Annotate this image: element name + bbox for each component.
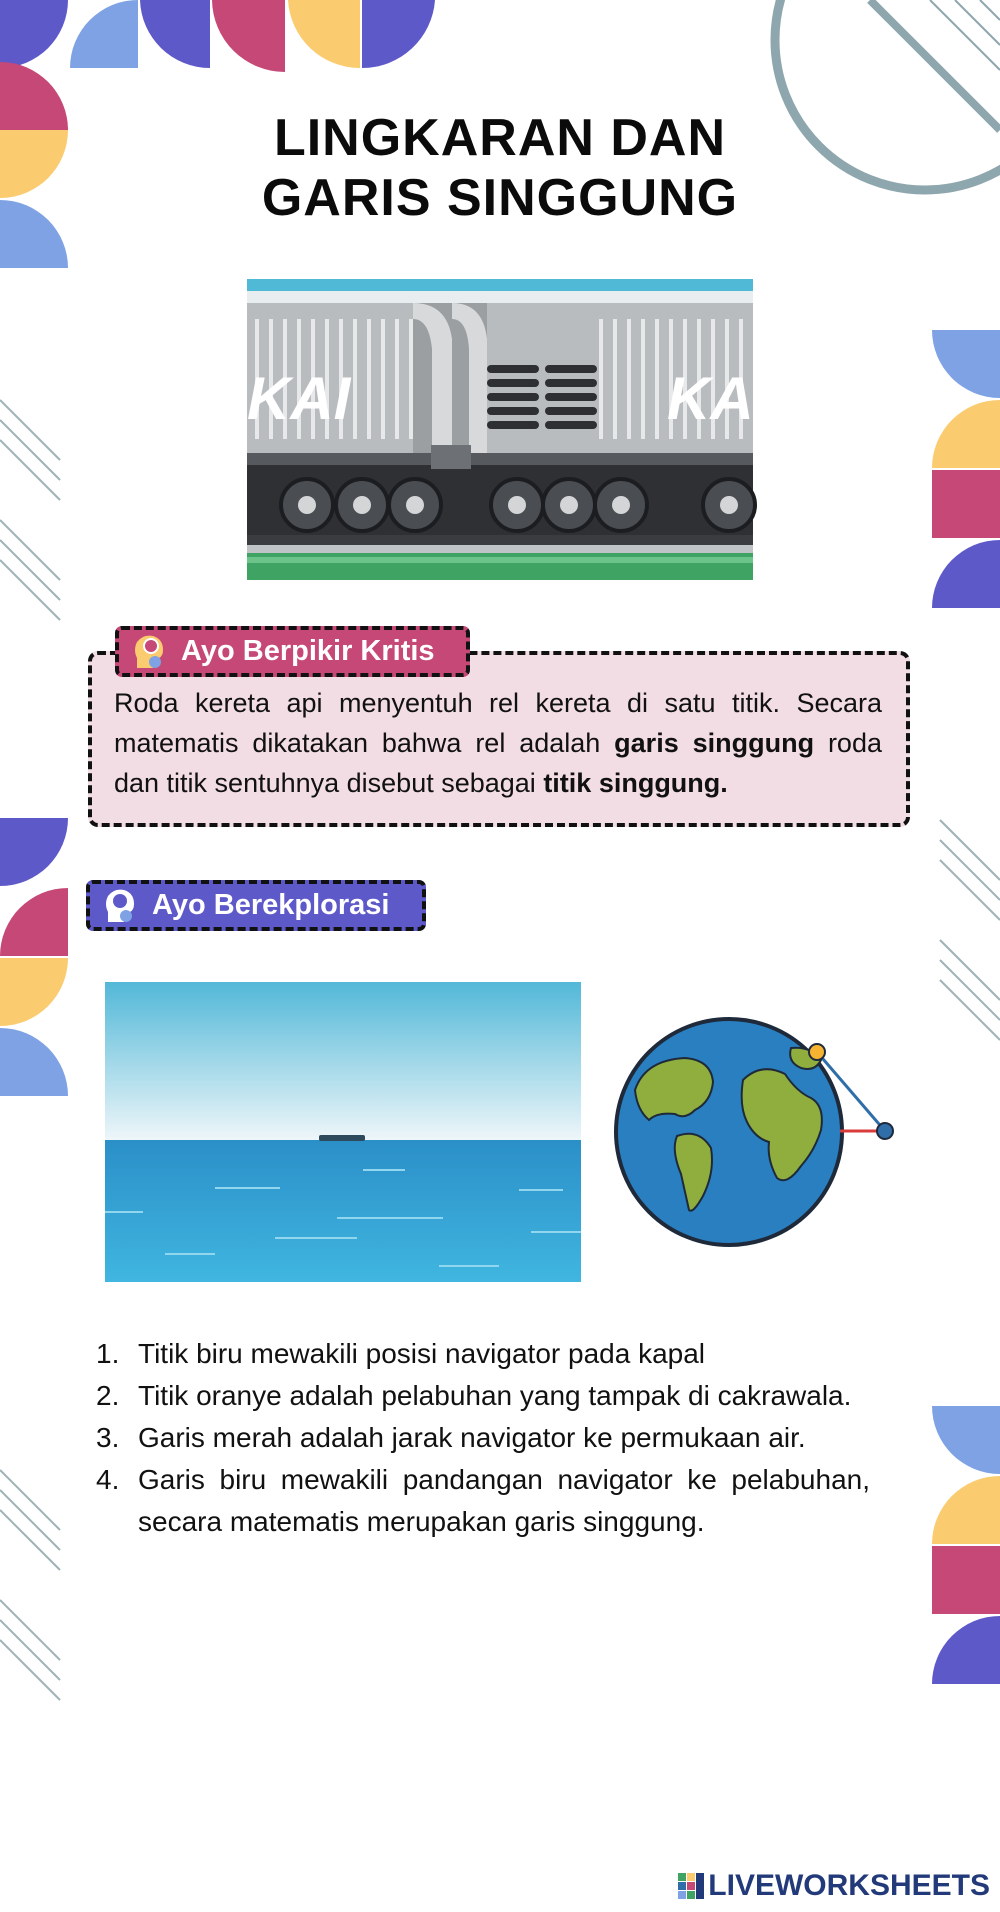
page-title-line-1: LINGKARAN DAN (273, 109, 727, 167)
train-illustration (247, 279, 771, 580)
list-item-number: 4. (96, 1464, 120, 1495)
exploration-label: Ayo Berekplorasi (152, 889, 390, 921)
list-item-text: Garis biru mewakili pandangan navigator ke pelabuhan, secara matematis merupakan garis singgung. (138, 1464, 870, 1537)
critical-thinking-badge (115, 626, 470, 677)
page-title (200, 108, 800, 228)
brand-text: LIVEWORKSHEETS (708, 1869, 990, 1902)
thinking-head-icon (129, 632, 169, 672)
kritis-text-part-1: Roda kereta api menyentuh rel kereta di satu titik. Secara matematis dikatakan bahwa rel adalah (114, 688, 882, 758)
critical-thinking-label: Ayo Berpikir Kritis (181, 635, 435, 667)
list-item-number: 3. (96, 1422, 120, 1453)
kritis-bold-tangent-point: titik singgung. (543, 768, 728, 798)
list-item-text: Titik biru mewakili posisi navigator pada kapal (138, 1338, 705, 1369)
kritis-text-part-2: roda dan titik sentuhnya disebut sebagai (114, 728, 882, 798)
list-item (96, 1375, 870, 1417)
sea-horizon-illustration (105, 982, 581, 1282)
list-item (96, 1333, 870, 1375)
train-logo-left: KAI (247, 365, 351, 432)
exploring-head-icon (100, 886, 140, 926)
list-item-number: 2. (96, 1380, 120, 1411)
kritis-bold-tangent-line: garis singgung (614, 728, 815, 758)
list-item (96, 1417, 870, 1459)
list-item-text: Titik oranye adalah pelabuhan yang tampak di cakrawala. (138, 1380, 852, 1411)
list-item-number: 1. (96, 1338, 120, 1369)
liveworksheets-brand[interactable] (693, 1868, 990, 1904)
exploration-badge (86, 880, 426, 931)
critical-thinking-text (114, 683, 882, 803)
earth-tangent-illustration (615, 1010, 905, 1260)
page-title-line-2: GARIS SINGGUNG (261, 169, 739, 227)
liveworksheets-logo-icon (678, 1873, 704, 1899)
list-item-text: Garis merah adalah jarak navigator ke permukaan air. (138, 1422, 806, 1453)
exploration-list (96, 1333, 870, 1543)
list-item (96, 1459, 870, 1543)
train-logo-right: KAI (667, 365, 771, 432)
